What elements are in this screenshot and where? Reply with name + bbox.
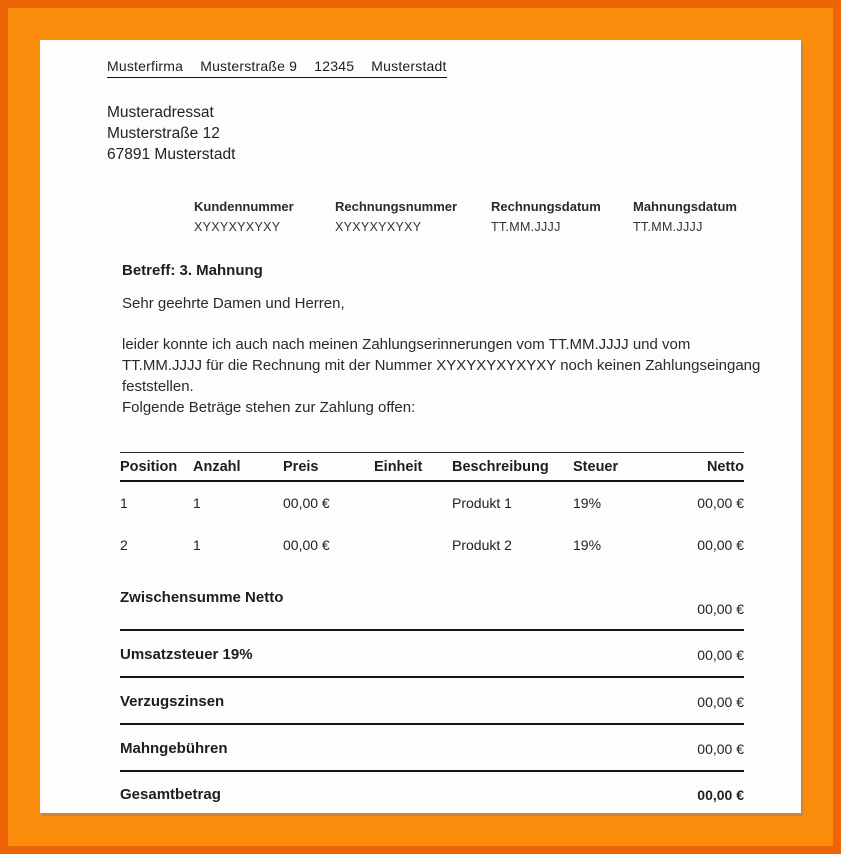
body-line: TT.MM.JJJJ für die Rechnung mit der Nummer XYXYXYXYXYXY noch keinen Zahlungseingang: [122, 357, 761, 374]
totals-label: Mahngebühren: [120, 740, 228, 757]
meta-label: Rechnungsdatum: [491, 199, 601, 214]
salutation: Sehr geehrte Damen und Herren,: [122, 295, 345, 312]
recipient-city: 67891 Musterstadt: [107, 146, 236, 163]
inner-orange-frame: [8, 8, 833, 846]
cell-steuer: 19%: [573, 495, 602, 511]
cell-steuer: 19%: [573, 537, 602, 553]
cell-einheit: [374, 524, 452, 566]
subject-line: Betreff: 3. Mahnung: [122, 262, 263, 279]
cell-position: 2: [120, 537, 128, 553]
cell-preis: 00,00 €: [283, 495, 330, 511]
body-line: Folgende Beträge stehen zur Zahlung offen:: [122, 399, 416, 416]
meta-value: XYXYXYXYXY: [335, 220, 422, 234]
document-page: [40, 40, 801, 813]
meta-field-rechnungsdatum: [491, 199, 633, 234]
col-header-netto: Netto: [706, 459, 744, 475]
totals-row-mahngebuehren: [120, 725, 744, 772]
recipient-street: Musterstraße 12: [107, 125, 220, 142]
sender-city: Musterstadt: [371, 58, 447, 74]
col-header-einheit: Einheit: [374, 459, 423, 475]
meta-value: TT.MM.JJJJ: [491, 220, 561, 234]
col-header-anzahl: Anzahl: [193, 459, 241, 475]
body-line: feststellen.: [122, 378, 194, 395]
totals-label: Zwischensumme Netto: [120, 589, 284, 606]
sender-zip: 12345: [314, 58, 355, 74]
meta-field-rechnungsnummer: [335, 199, 491, 234]
meta-label: Rechnungsnummer: [335, 199, 458, 214]
totals-row-gesamtbetrag: [120, 772, 744, 813]
recipient-name: Musteradressat: [107, 104, 214, 121]
sender-company: Musterfirma: [107, 58, 184, 74]
col-header-preis: Preis: [283, 459, 319, 475]
totals-label: Umsatzsteuer 19%: [120, 646, 253, 663]
body-line: leider konnte ich auch nach meinen Zahlungserinnerungen vom TT.MM.JJJJ und vom: [122, 336, 691, 353]
meta-field-mahnungsdatum: [633, 199, 801, 234]
cell-beschreibung: Produkt 2: [452, 537, 512, 553]
cell-netto: 00,00 €: [697, 537, 744, 553]
cell-anzahl: 1: [193, 537, 201, 553]
totals-section: [120, 571, 744, 813]
sender-street: Musterstraße 9: [200, 58, 298, 74]
items-table: [120, 452, 744, 566]
totals-value: 00,00 €: [697, 786, 744, 803]
sender-line: [107, 58, 447, 78]
totals-value: 00,00 €: [697, 601, 744, 617]
totals-value: 00,00 €: [697, 646, 744, 663]
col-header-steuer: Steuer: [573, 459, 619, 475]
totals-label: Gesamtbetrag: [120, 786, 221, 803]
meta-value: TT.MM.JJJJ: [633, 220, 703, 234]
cell-netto: 00,00 €: [697, 495, 744, 511]
letter-body: [122, 334, 801, 418]
cell-position: 1: [120, 495, 128, 511]
cell-preis: 00,00 €: [283, 537, 330, 553]
totals-value: 00,00 €: [697, 693, 744, 710]
meta-value: XYXYXYXYXY: [194, 220, 281, 234]
totals-label: Verzugszinsen: [120, 693, 225, 710]
meta-label: Mahnungsdatum: [633, 199, 737, 214]
totals-value: 00,00 €: [697, 740, 744, 757]
items-table-header: [120, 453, 744, 482]
cell-anzahl: 1: [193, 495, 201, 511]
meta-label: Kundennummer: [194, 199, 294, 214]
cell-einheit: [374, 482, 452, 524]
col-header-beschreibung: Beschreibung: [452, 459, 549, 475]
recipient-address: [107, 102, 801, 165]
table-row: [120, 524, 744, 566]
meta-field-kundennummer: [194, 199, 335, 234]
totals-row-verzugszinsen: [120, 678, 744, 725]
cell-beschreibung: Produkt 1: [452, 495, 512, 511]
totals-row-umsatzsteuer: [120, 631, 744, 678]
totals-row-zwischensumme: [120, 571, 744, 631]
invoice-meta-row: [194, 199, 801, 234]
table-row: [120, 482, 744, 524]
col-header-position: Position: [120, 459, 178, 475]
